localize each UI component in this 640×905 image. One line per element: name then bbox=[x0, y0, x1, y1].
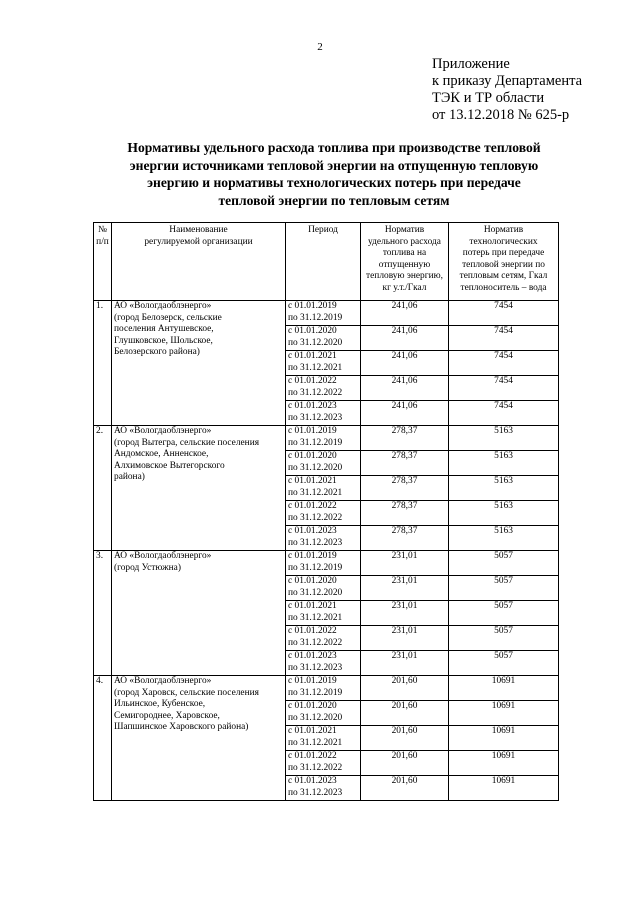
table-row bbox=[94, 426, 559, 451]
period-from: с 01.01.2019 bbox=[288, 676, 337, 686]
period-cell bbox=[286, 626, 361, 651]
table-row bbox=[94, 676, 559, 701]
period-to: по 31.12.2022 bbox=[288, 762, 343, 773]
period-to: по 31.12.2020 bbox=[288, 712, 343, 723]
fuel-norm-value: 201,60 bbox=[361, 701, 449, 726]
period-cell bbox=[286, 301, 361, 326]
loss-norm-value: 5057 bbox=[449, 651, 559, 676]
organization-line: Белозерского района) bbox=[114, 347, 200, 357]
organization-line: Глушковское, Шольское, bbox=[114, 335, 213, 346]
period-cell bbox=[286, 376, 361, 401]
fuel-norm-value: 201,60 bbox=[361, 751, 449, 776]
row-number: 1. bbox=[94, 301, 112, 426]
loss-norm-value: 10691 bbox=[449, 776, 559, 801]
header-text: теплоноситель – вода bbox=[460, 282, 547, 293]
period-from: с 01.01.2021 bbox=[288, 601, 337, 611]
period-from: с 01.01.2023 bbox=[288, 401, 337, 411]
appendix-line: Приложение bbox=[432, 56, 510, 72]
period-to: по 31.12.2023 bbox=[288, 537, 343, 548]
fuel-norm-value: 241,06 bbox=[361, 376, 449, 401]
organization-line: АО «Вологдаоблэнерго» bbox=[114, 676, 212, 686]
header-loss-norm bbox=[449, 223, 559, 301]
period-to: по 31.12.2022 bbox=[288, 387, 343, 398]
period-from: с 01.01.2022 bbox=[288, 501, 337, 511]
fuel-norm-value: 231,01 bbox=[361, 626, 449, 651]
period-cell bbox=[286, 401, 361, 426]
period-from: с 01.01.2023 bbox=[288, 776, 337, 786]
header-text: технологических bbox=[469, 236, 538, 247]
period-to: по 31.12.2023 bbox=[288, 412, 343, 423]
title-line: тепловой энергии по тепловым сетям bbox=[218, 192, 450, 208]
loss-norm-value: 10691 bbox=[449, 726, 559, 751]
period-to: по 31.12.2021 bbox=[288, 362, 343, 373]
loss-norm-value: 5163 bbox=[449, 501, 559, 526]
organization-line: (город Вытегра, сельские поселения bbox=[114, 437, 260, 448]
appendix-line: к приказу Департамента bbox=[432, 73, 583, 89]
period-from: с 01.01.2020 bbox=[288, 451, 337, 461]
loss-norm-value: 7454 bbox=[449, 301, 559, 326]
fuel-norm-value: 241,06 bbox=[361, 301, 449, 326]
header-text: тепловым сетям, Гкал bbox=[459, 271, 548, 281]
fuel-norm-value: 241,06 bbox=[361, 351, 449, 376]
period-from: с 01.01.2020 bbox=[288, 701, 337, 711]
title-line: энергию и нормативы технологических потерь при передаче bbox=[147, 175, 521, 190]
fuel-norm-value: 278,37 bbox=[361, 526, 449, 551]
header-period bbox=[286, 223, 361, 301]
organization-name bbox=[112, 551, 286, 676]
appendix-line: ТЭК и ТР области bbox=[432, 90, 545, 106]
period-cell bbox=[286, 351, 361, 376]
organization-line: АО «Вологдаоблэнерго» bbox=[114, 551, 212, 561]
header-text: Наименование bbox=[169, 225, 228, 235]
header-text: Норматив bbox=[483, 225, 524, 235]
period-cell bbox=[286, 651, 361, 676]
organization-line: АО «Вологдаоблэнерго» bbox=[114, 301, 212, 311]
table-row bbox=[94, 301, 559, 326]
fuel-norm-value: 241,06 bbox=[361, 401, 449, 426]
loss-norm-value: 7454 bbox=[449, 401, 559, 426]
period-from: с 01.01.2020 bbox=[288, 576, 337, 586]
loss-norm-value: 7454 bbox=[449, 351, 559, 376]
period-to: по 31.12.2019 bbox=[288, 437, 343, 448]
appendix-line: от 13.12.2018 № 625-р bbox=[432, 107, 570, 123]
period-cell bbox=[286, 476, 361, 501]
loss-norm-value: 5057 bbox=[449, 601, 559, 626]
loss-norm-value: 5163 bbox=[449, 451, 559, 476]
period-from: с 01.01.2019 bbox=[288, 301, 337, 311]
period-to: по 31.12.2021 bbox=[288, 612, 343, 623]
period-from: с 01.01.2020 bbox=[288, 326, 337, 336]
header-fuel-norm bbox=[361, 223, 449, 301]
period-from: с 01.01.2023 bbox=[288, 526, 337, 536]
table-header-row bbox=[94, 223, 559, 301]
organization-name bbox=[112, 301, 286, 426]
loss-norm-value: 5057 bbox=[449, 626, 559, 651]
period-to: по 31.12.2021 bbox=[288, 487, 343, 498]
page-number: 2 bbox=[317, 41, 323, 53]
organization-name bbox=[112, 426, 286, 551]
loss-norm-value: 10691 bbox=[449, 701, 559, 726]
organization-name bbox=[112, 676, 286, 801]
period-to: по 31.12.2021 bbox=[288, 737, 343, 748]
period-to: по 31.12.2022 bbox=[288, 637, 343, 648]
period-cell bbox=[286, 701, 361, 726]
period-to: по 31.12.2019 bbox=[288, 562, 343, 573]
period-from: с 01.01.2022 bbox=[288, 751, 337, 761]
period-to: по 31.12.2022 bbox=[288, 512, 343, 523]
document-title bbox=[92, 139, 576, 209]
fuel-norm-value: 231,01 bbox=[361, 601, 449, 626]
organization-line: (город Белозерск, сельские bbox=[114, 312, 222, 323]
loss-norm-value: 5163 bbox=[449, 426, 559, 451]
period-from: с 01.01.2022 bbox=[288, 376, 337, 386]
period-from: с 01.01.2021 bbox=[288, 726, 337, 736]
header-text: тепловой энергии по bbox=[462, 259, 545, 270]
fuel-norm-value: 241,06 bbox=[361, 326, 449, 351]
period-cell bbox=[286, 326, 361, 351]
period-cell bbox=[286, 676, 361, 701]
header-text: потерь при передаче bbox=[462, 248, 545, 258]
organization-line: Шапшинское Харовского района) bbox=[114, 722, 249, 732]
header-text: отпущенную bbox=[378, 259, 431, 270]
organization-line: Андомское, Анненское, bbox=[114, 449, 209, 459]
period-from: с 01.01.2019 bbox=[288, 551, 337, 561]
period-to: по 31.12.2019 bbox=[288, 312, 343, 323]
header-organization bbox=[112, 223, 286, 301]
loss-norm-value: 5057 bbox=[449, 576, 559, 601]
header-text: Норматив bbox=[384, 225, 425, 235]
fuel-norm-value: 278,37 bbox=[361, 501, 449, 526]
period-to: по 31.12.2023 bbox=[288, 662, 343, 673]
period-to: по 31.12.2020 bbox=[288, 462, 343, 473]
appendix-block bbox=[432, 56, 582, 124]
period-to: по 31.12.2019 bbox=[288, 687, 343, 698]
table-row bbox=[94, 551, 559, 576]
loss-norm-value: 10691 bbox=[449, 676, 559, 701]
organization-line: (город Устюжна) bbox=[114, 562, 181, 573]
row-number: 4. bbox=[94, 676, 112, 801]
organization-line: Алхимовское Вытегорского bbox=[114, 460, 225, 471]
header-text: тепловую энергию, bbox=[366, 271, 443, 281]
period-from: с 01.01.2021 bbox=[288, 476, 337, 486]
row-number: 3. bbox=[94, 551, 112, 676]
header-text: топлива на bbox=[382, 248, 427, 258]
header-text: регулируемой организации bbox=[144, 236, 253, 247]
period-cell bbox=[286, 451, 361, 476]
header-number bbox=[94, 223, 112, 301]
header-text: удельного расхода bbox=[368, 236, 441, 247]
period-cell bbox=[286, 751, 361, 776]
period-to: по 31.12.2020 bbox=[288, 337, 343, 348]
loss-norm-value: 5163 bbox=[449, 476, 559, 501]
organization-line: АО «Вологдаоблэнерго» bbox=[114, 426, 212, 436]
loss-norm-value: 7454 bbox=[449, 326, 559, 351]
period-cell bbox=[286, 526, 361, 551]
loss-norm-value: 5057 bbox=[449, 551, 559, 576]
fuel-norm-value: 231,01 bbox=[361, 551, 449, 576]
fuel-norm-value: 278,37 bbox=[361, 476, 449, 501]
organization-line: района) bbox=[114, 472, 145, 482]
period-cell bbox=[286, 551, 361, 576]
title-line: Нормативы удельного расхода топлива при производстве тепловой bbox=[127, 140, 541, 155]
fuel-norm-value: 278,37 bbox=[361, 451, 449, 476]
period-cell bbox=[286, 601, 361, 626]
period-to: по 31.12.2023 bbox=[288, 787, 343, 798]
organization-line: Семигороднее, Харовское, bbox=[114, 710, 220, 721]
period-cell bbox=[286, 726, 361, 751]
period-cell bbox=[286, 576, 361, 601]
period-from: с 01.01.2021 bbox=[288, 351, 337, 361]
loss-norm-value: 5163 bbox=[449, 526, 559, 551]
period-from: с 01.01.2022 bbox=[288, 626, 337, 636]
organization-line: (город Харовск, сельские поселения bbox=[114, 687, 259, 698]
organization-line: поселения Антушевское, bbox=[114, 324, 214, 334]
period-cell bbox=[286, 776, 361, 801]
period-from: с 01.01.2023 bbox=[288, 651, 337, 661]
period-cell bbox=[286, 426, 361, 451]
fuel-norm-value: 201,60 bbox=[361, 676, 449, 701]
organization-line: Ильинское, Кубенское, bbox=[114, 699, 206, 709]
fuel-norm-value: 278,37 bbox=[361, 426, 449, 451]
fuel-norm-value: 201,60 bbox=[361, 726, 449, 751]
fuel-norm-value: 231,01 bbox=[361, 651, 449, 676]
fuel-norm-value: 201,60 bbox=[361, 776, 449, 801]
header-text: кг у.т./Гкал bbox=[382, 282, 427, 293]
period-to: по 31.12.2020 bbox=[288, 587, 343, 598]
header-text: № bbox=[98, 225, 107, 235]
norms-table bbox=[93, 222, 559, 801]
period-cell bbox=[286, 501, 361, 526]
row-number: 2. bbox=[94, 426, 112, 551]
title-line: энергии источниками тепловой энергии на отпущенную тепловую bbox=[129, 157, 539, 173]
header-text: п/п bbox=[96, 236, 109, 247]
loss-norm-value: 7454 bbox=[449, 376, 559, 401]
fuel-norm-value: 231,01 bbox=[361, 576, 449, 601]
period-from: с 01.01.2019 bbox=[288, 426, 337, 436]
loss-norm-value: 10691 bbox=[449, 751, 559, 776]
header-text: Период bbox=[308, 225, 338, 235]
